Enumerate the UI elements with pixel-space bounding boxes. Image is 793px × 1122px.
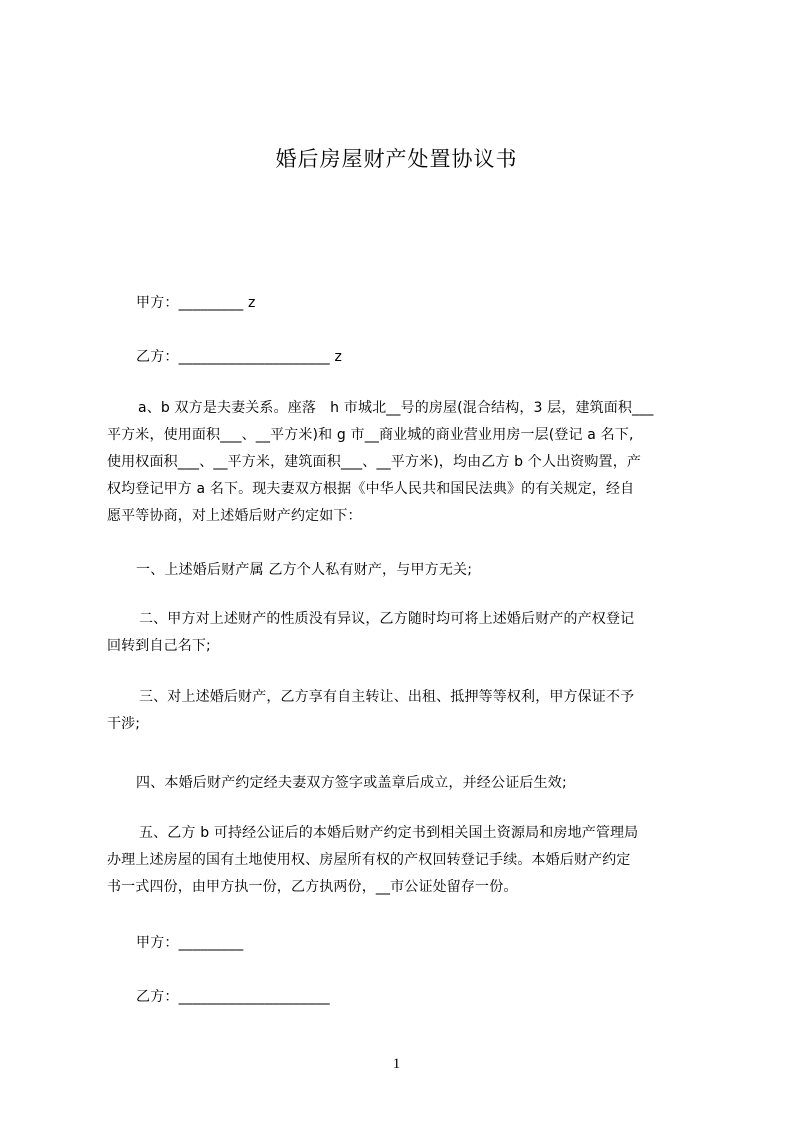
clause-1: 一、上述婚后财产属 乙方个人私有财产，与甲方无关;	[136, 562, 473, 578]
clause-2	[107, 606, 701, 660]
page-number: 1	[392, 1056, 401, 1072]
clause-5	[107, 820, 701, 901]
clause-2-line: 回转到自己名下;	[107, 638, 211, 654]
signature-party-b: 乙方：_____________________	[136, 989, 330, 1005]
clause-4: 四、本婚后财产约定经夫妻双方签字或盖章后成立，并经公证后生效;	[136, 775, 567, 791]
signature-party-a: 甲方：_________	[136, 935, 244, 951]
clause-5-line: 五、乙方 b 可持经公证后的本婚后财产约定书到相关国土资源局和房地产管理局	[139, 825, 639, 841]
intro-line: 使用权面积___、__平方米，建筑面积___、__平方米)，均由乙方 b 个人出资购置，产	[107, 454, 641, 470]
intro-line: 愿平等协商，对上述婚后财产约定如下：	[107, 508, 362, 524]
clause-5-line: 办理上述房屋的国有土地使用权、房屋所有权的产权回转登记手续。本婚后财产约定	[107, 852, 631, 868]
clause-2-line: 二、甲方对上述财产的性质没有异议，乙方随时均可将上述婚后财产的产权登记	[139, 611, 635, 627]
party-b-line: 乙方：_____________________ z	[136, 349, 342, 365]
clause-3	[107, 684, 701, 738]
intro-line: 平方米，使用面积___、__平方米)和 g 市__商业城的商业营业用房一层(登记 a 名下,	[107, 427, 634, 443]
intro-line: a、b 双方是夫妻关系。座落 h 市城北__号的房屋(混合结构，3 层，建筑面积___	[138, 400, 654, 416]
party-a-line: 甲方：_________ z	[136, 295, 256, 311]
clause-5-line: 书一式四份，由甲方执一份，乙方执两份，__市公证处留存一份。	[107, 879, 518, 895]
clause-3-line: 三、对上述婚后财产，乙方享有自主转让、出租、抵押等等权利，甲方保证不予	[139, 689, 635, 705]
intro-paragraph	[107, 395, 701, 530]
document-title: 婚后房屋财产处置协议书	[275, 147, 518, 171]
clause-3-line: 干涉;	[107, 716, 141, 732]
intro-line: 权均登记甲方 a 名下。现夫妻双方根据《中华人民共和国民法典》的有关规定，经自	[107, 481, 635, 497]
